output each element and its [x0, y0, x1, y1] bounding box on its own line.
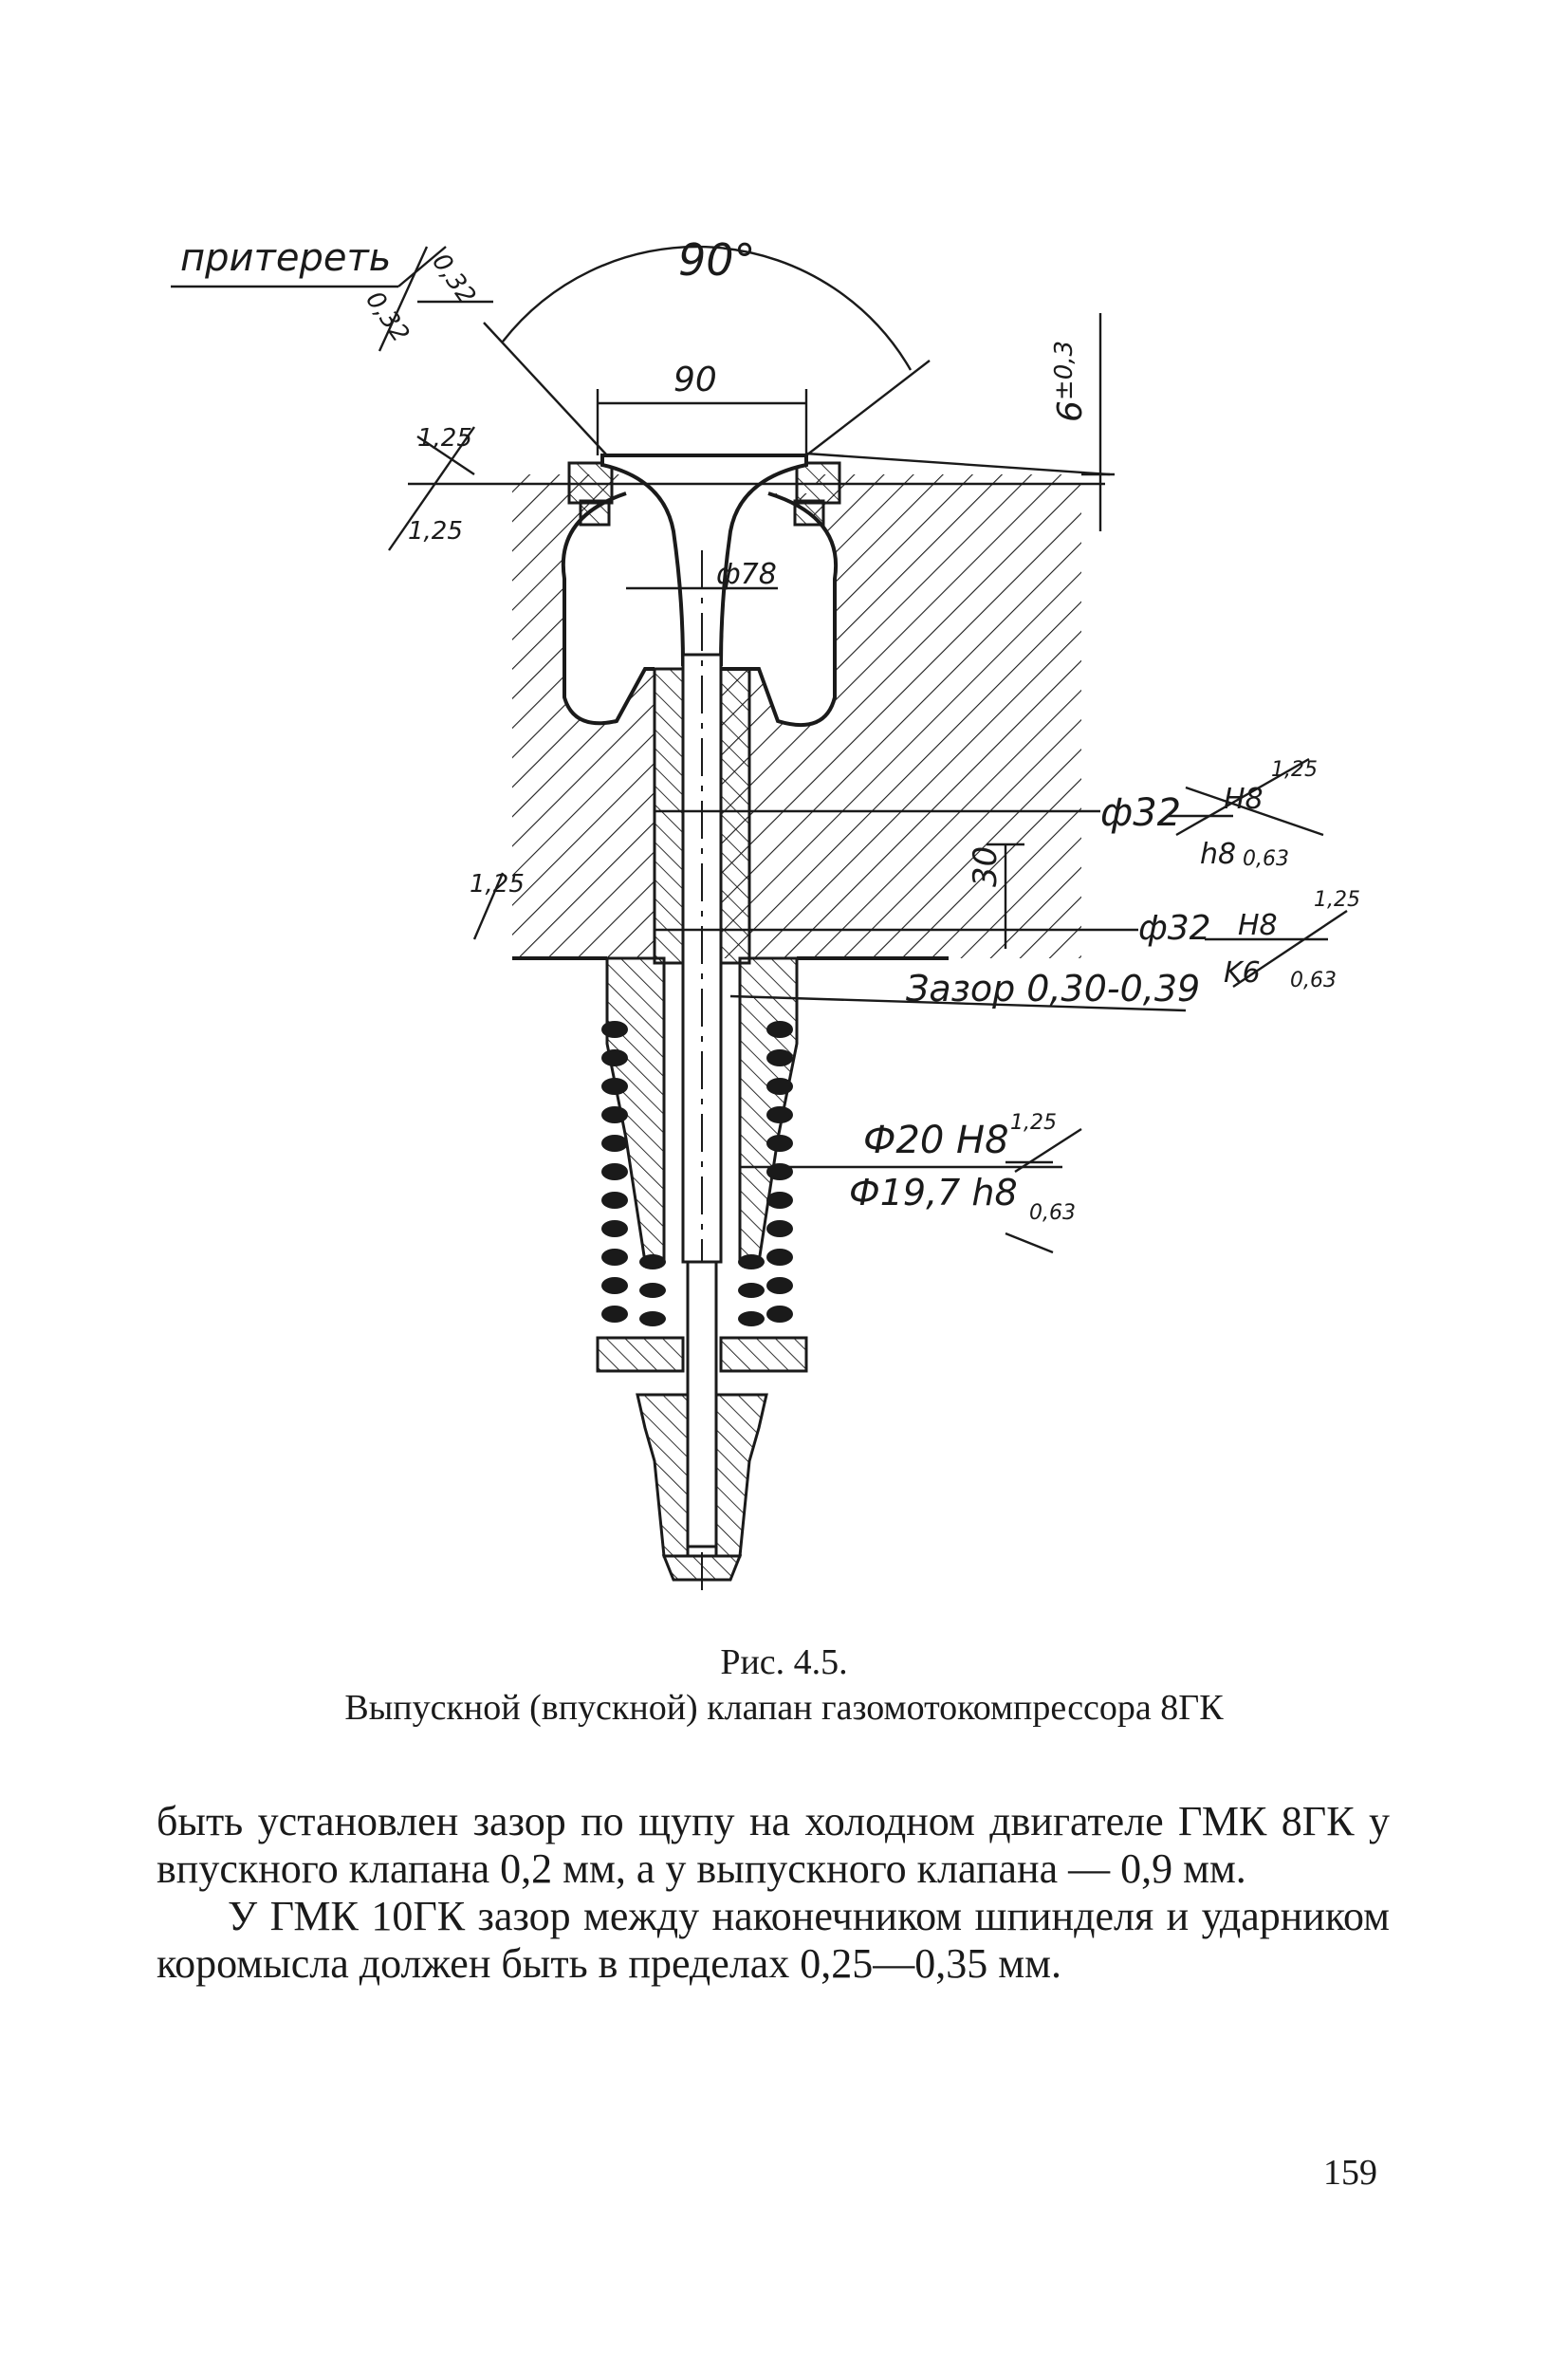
caption-title: Выпускной (впускной) клапан газомотокомпрессора 8ГК	[344, 1688, 1224, 1728]
page-number: 159	[1323, 2153, 1377, 2193]
bush-fit-roughness-top: 1,25	[1314, 888, 1360, 912]
roughness-125-flange: 1,25	[470, 870, 525, 899]
roughness-032-top: 0,32	[426, 248, 482, 310]
bush-fit-hole: H8	[1238, 909, 1278, 942]
lap-note: притереть	[180, 236, 392, 280]
stem-fit-roughness-bottom: 0,63	[1029, 1201, 1076, 1225]
figure-caption	[0, 1640, 1568, 1731]
stem-hole-fit: Ф20 H8	[863, 1119, 1009, 1162]
paragraph-2: У ГМК 10ГК зазор между наконечником шпинделя и ударником коромысла должен быть в пределах 0,25—0,35 мм.	[157, 1893, 1390, 1987]
valve-stem-lower	[688, 1262, 716, 1547]
seat-diameter-label: ф78	[716, 558, 777, 591]
guide-fit-shaft: h8	[1200, 838, 1237, 871]
bush-fit-roughness-bottom: 0,63	[1290, 969, 1337, 992]
stem-shaft-fit: Ф19,7 h8	[849, 1172, 1018, 1214]
angle-label: 90°	[678, 234, 756, 286]
lift-tolerance-label: $6^{\pm 0,3}$	[1050, 340, 1090, 422]
guide-length-label: 30	[967, 845, 1005, 887]
guide-fit-roughness-bottom: 0,63	[1243, 847, 1289, 871]
guide-fit-diameter: ф32	[1100, 791, 1182, 835]
paragraph-1: быть установлен зазор по щупу на холодном двигателе ГМК 8ГК у впускного клапана 0,2 мм, а у выпускного клапана — 0,9 мм.	[157, 1798, 1390, 1892]
roughness-125-top: 1,25	[417, 424, 472, 453]
guide-fit-roughness-top: 1,25	[1271, 758, 1318, 782]
caption-number: Рис. 4.5.	[720, 1642, 848, 1682]
bush-fit-shaft: K6	[1224, 956, 1261, 990]
body-text	[157, 1798, 1390, 1988]
clearance-label: Зазор 0,30-0,39	[906, 968, 1201, 1010]
guide-fit-hole: H8	[1224, 783, 1264, 816]
stem-fit-roughness-top: 1,25	[1010, 1111, 1057, 1135]
roughness-125-bottom: 1,25	[408, 517, 463, 546]
chamfer-width-label: 90	[673, 361, 717, 399]
roughness-032-bottom: 0,32	[360, 286, 415, 348]
bush-fit-diameter: ф32	[1138, 909, 1211, 948]
